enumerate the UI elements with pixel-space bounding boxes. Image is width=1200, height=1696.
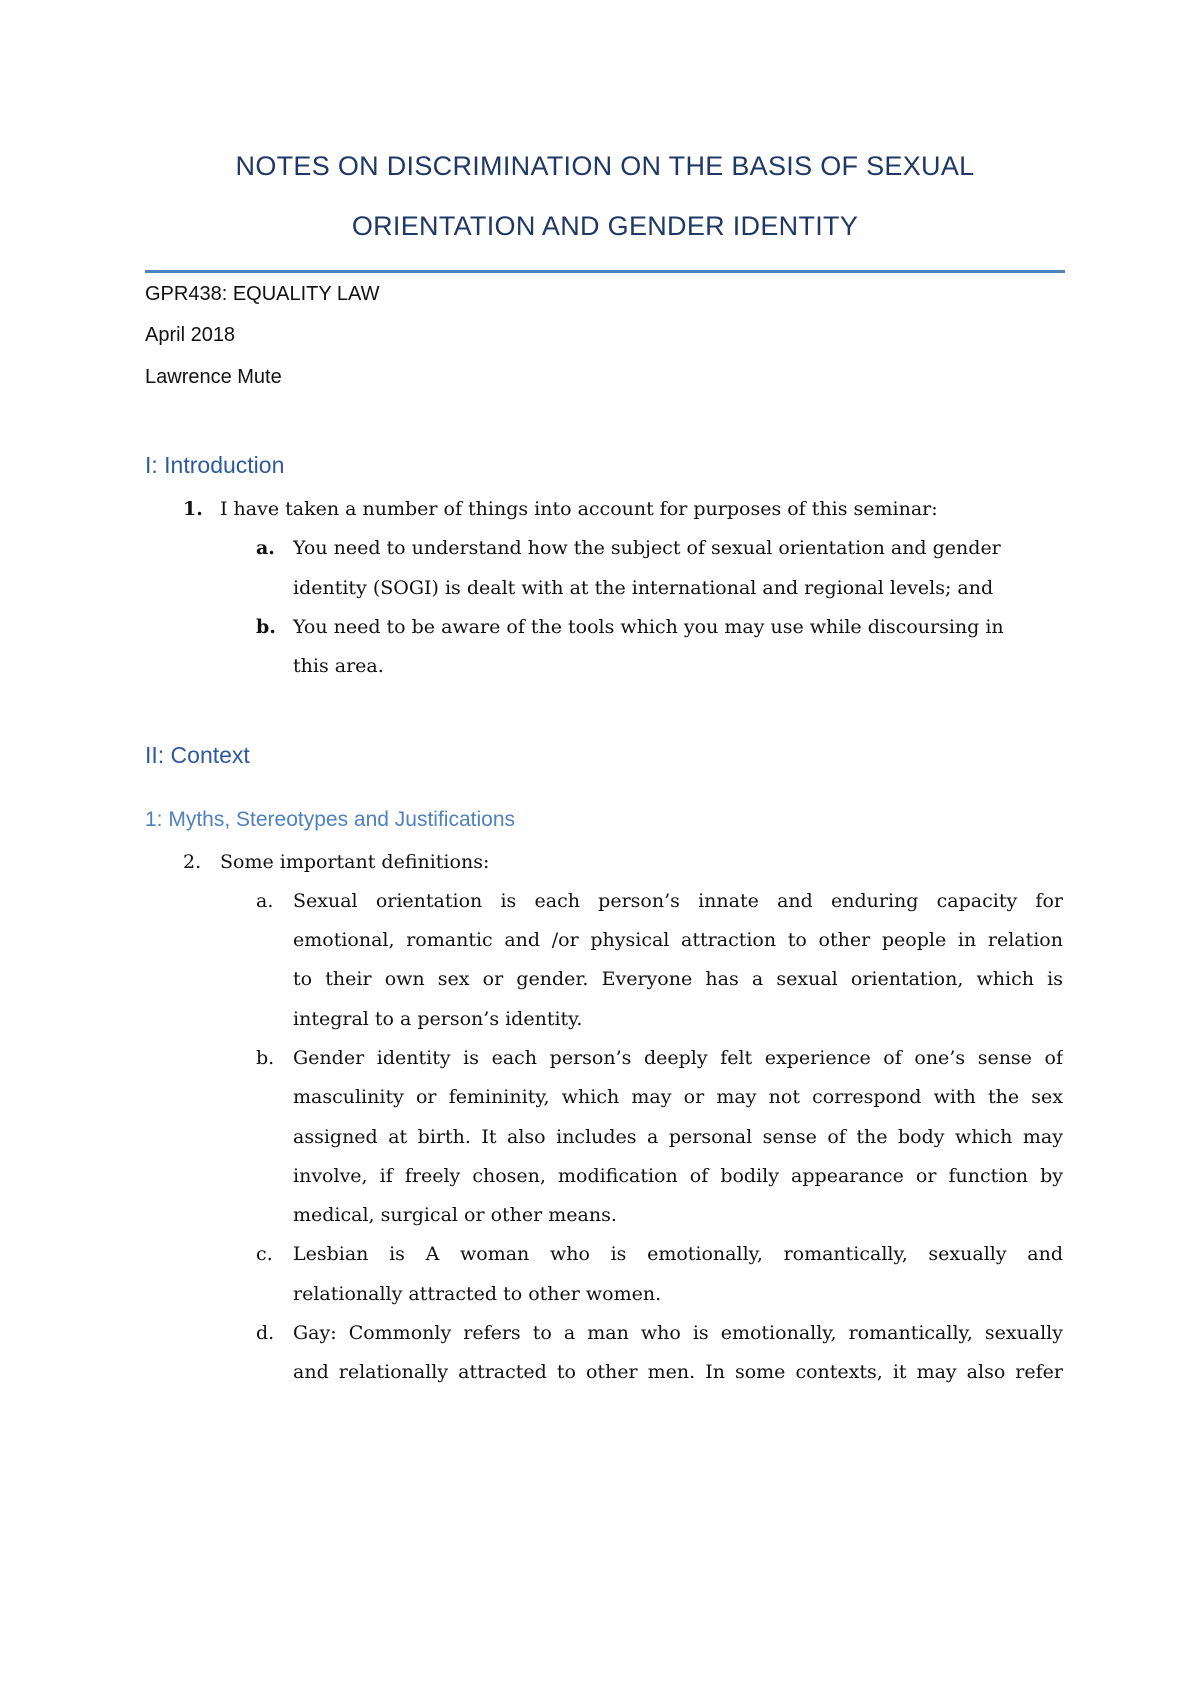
list-item-number: 2. bbox=[183, 851, 202, 873]
sub-item-label: a. bbox=[256, 890, 274, 912]
sub-item-line: medical, surgical or other means. bbox=[293, 1204, 617, 1226]
sub-item-line: and relationally attracted to other men. In some contexts, it may also refer bbox=[293, 1361, 1063, 1383]
sub-item-line: emotional, romantic and /or physical attraction to other people in relation bbox=[293, 929, 1063, 951]
sub-item-line: You need to be aware of the tools which you may use while discoursing in bbox=[293, 616, 1004, 638]
sub-item-line: integral to a person’s identity. bbox=[293, 1008, 583, 1030]
sub-item-label: b. bbox=[256, 616, 276, 638]
section-heading-introduction: I: Introduction bbox=[145, 452, 285, 478]
list-item-text: I have taken a number of things into account for purposes of this seminar: bbox=[220, 498, 938, 520]
sub-item-line: relationally attracted to other women. bbox=[293, 1283, 662, 1305]
course-code: GPR438: EQUALITY LAW bbox=[145, 283, 380, 305]
document-title-line-1: NOTES ON DISCRIMINATION ON THE BASIS OF SEXUAL bbox=[235, 151, 975, 181]
sub-item-line: Gender identity is each person’s deeply felt experience of one’s sense of bbox=[293, 1047, 1063, 1069]
title-divider bbox=[145, 270, 1065, 273]
sub-item-label: a. bbox=[256, 537, 275, 559]
sub-item-label: b. bbox=[256, 1047, 275, 1069]
sub-item-line: Gay: Commonly refers to a man who is emotionally, romantically, sexually bbox=[293, 1322, 1063, 1344]
sub-item-line: identity (SOGI) is dealt with at the international and regional levels; and bbox=[293, 577, 994, 599]
subsection-heading: 1: Myths, Stereotypes and Justifications bbox=[145, 808, 516, 831]
sub-item-line: You need to understand how the subject of sexual orientation and gender bbox=[293, 537, 1001, 559]
sub-item-line: involve, if freely chosen, modification of bodily appearance or function by bbox=[293, 1165, 1063, 1187]
list-item-number: 1. bbox=[183, 498, 203, 520]
document-author: Lawrence Mute bbox=[145, 366, 282, 388]
document-date: April 2018 bbox=[145, 324, 236, 346]
list-item-text: Some important definitions: bbox=[220, 851, 490, 873]
sub-item-line: assigned at birth. It also includes a personal sense of the body which may bbox=[293, 1126, 1063, 1148]
sub-item-line: Lesbian is A woman who is emotionally, romantically, sexually and bbox=[293, 1243, 1063, 1265]
section-heading-context: II: Context bbox=[145, 742, 250, 768]
sub-item-line: Sexual orientation is each person’s innate and enduring capacity for bbox=[293, 890, 1063, 912]
sub-item-line: this area. bbox=[293, 655, 384, 677]
sub-item-line: to their own sex or gender. Everyone has a sexual orientation, which is bbox=[293, 968, 1063, 990]
sub-item-label: d. bbox=[256, 1322, 275, 1344]
sub-item-label: c. bbox=[256, 1243, 273, 1265]
document-title-line-2: ORIENTATION AND GENDER IDENTITY bbox=[351, 211, 859, 241]
sub-item-line: masculinity or femininity, which may or may not correspond with the sex bbox=[293, 1086, 1063, 1108]
